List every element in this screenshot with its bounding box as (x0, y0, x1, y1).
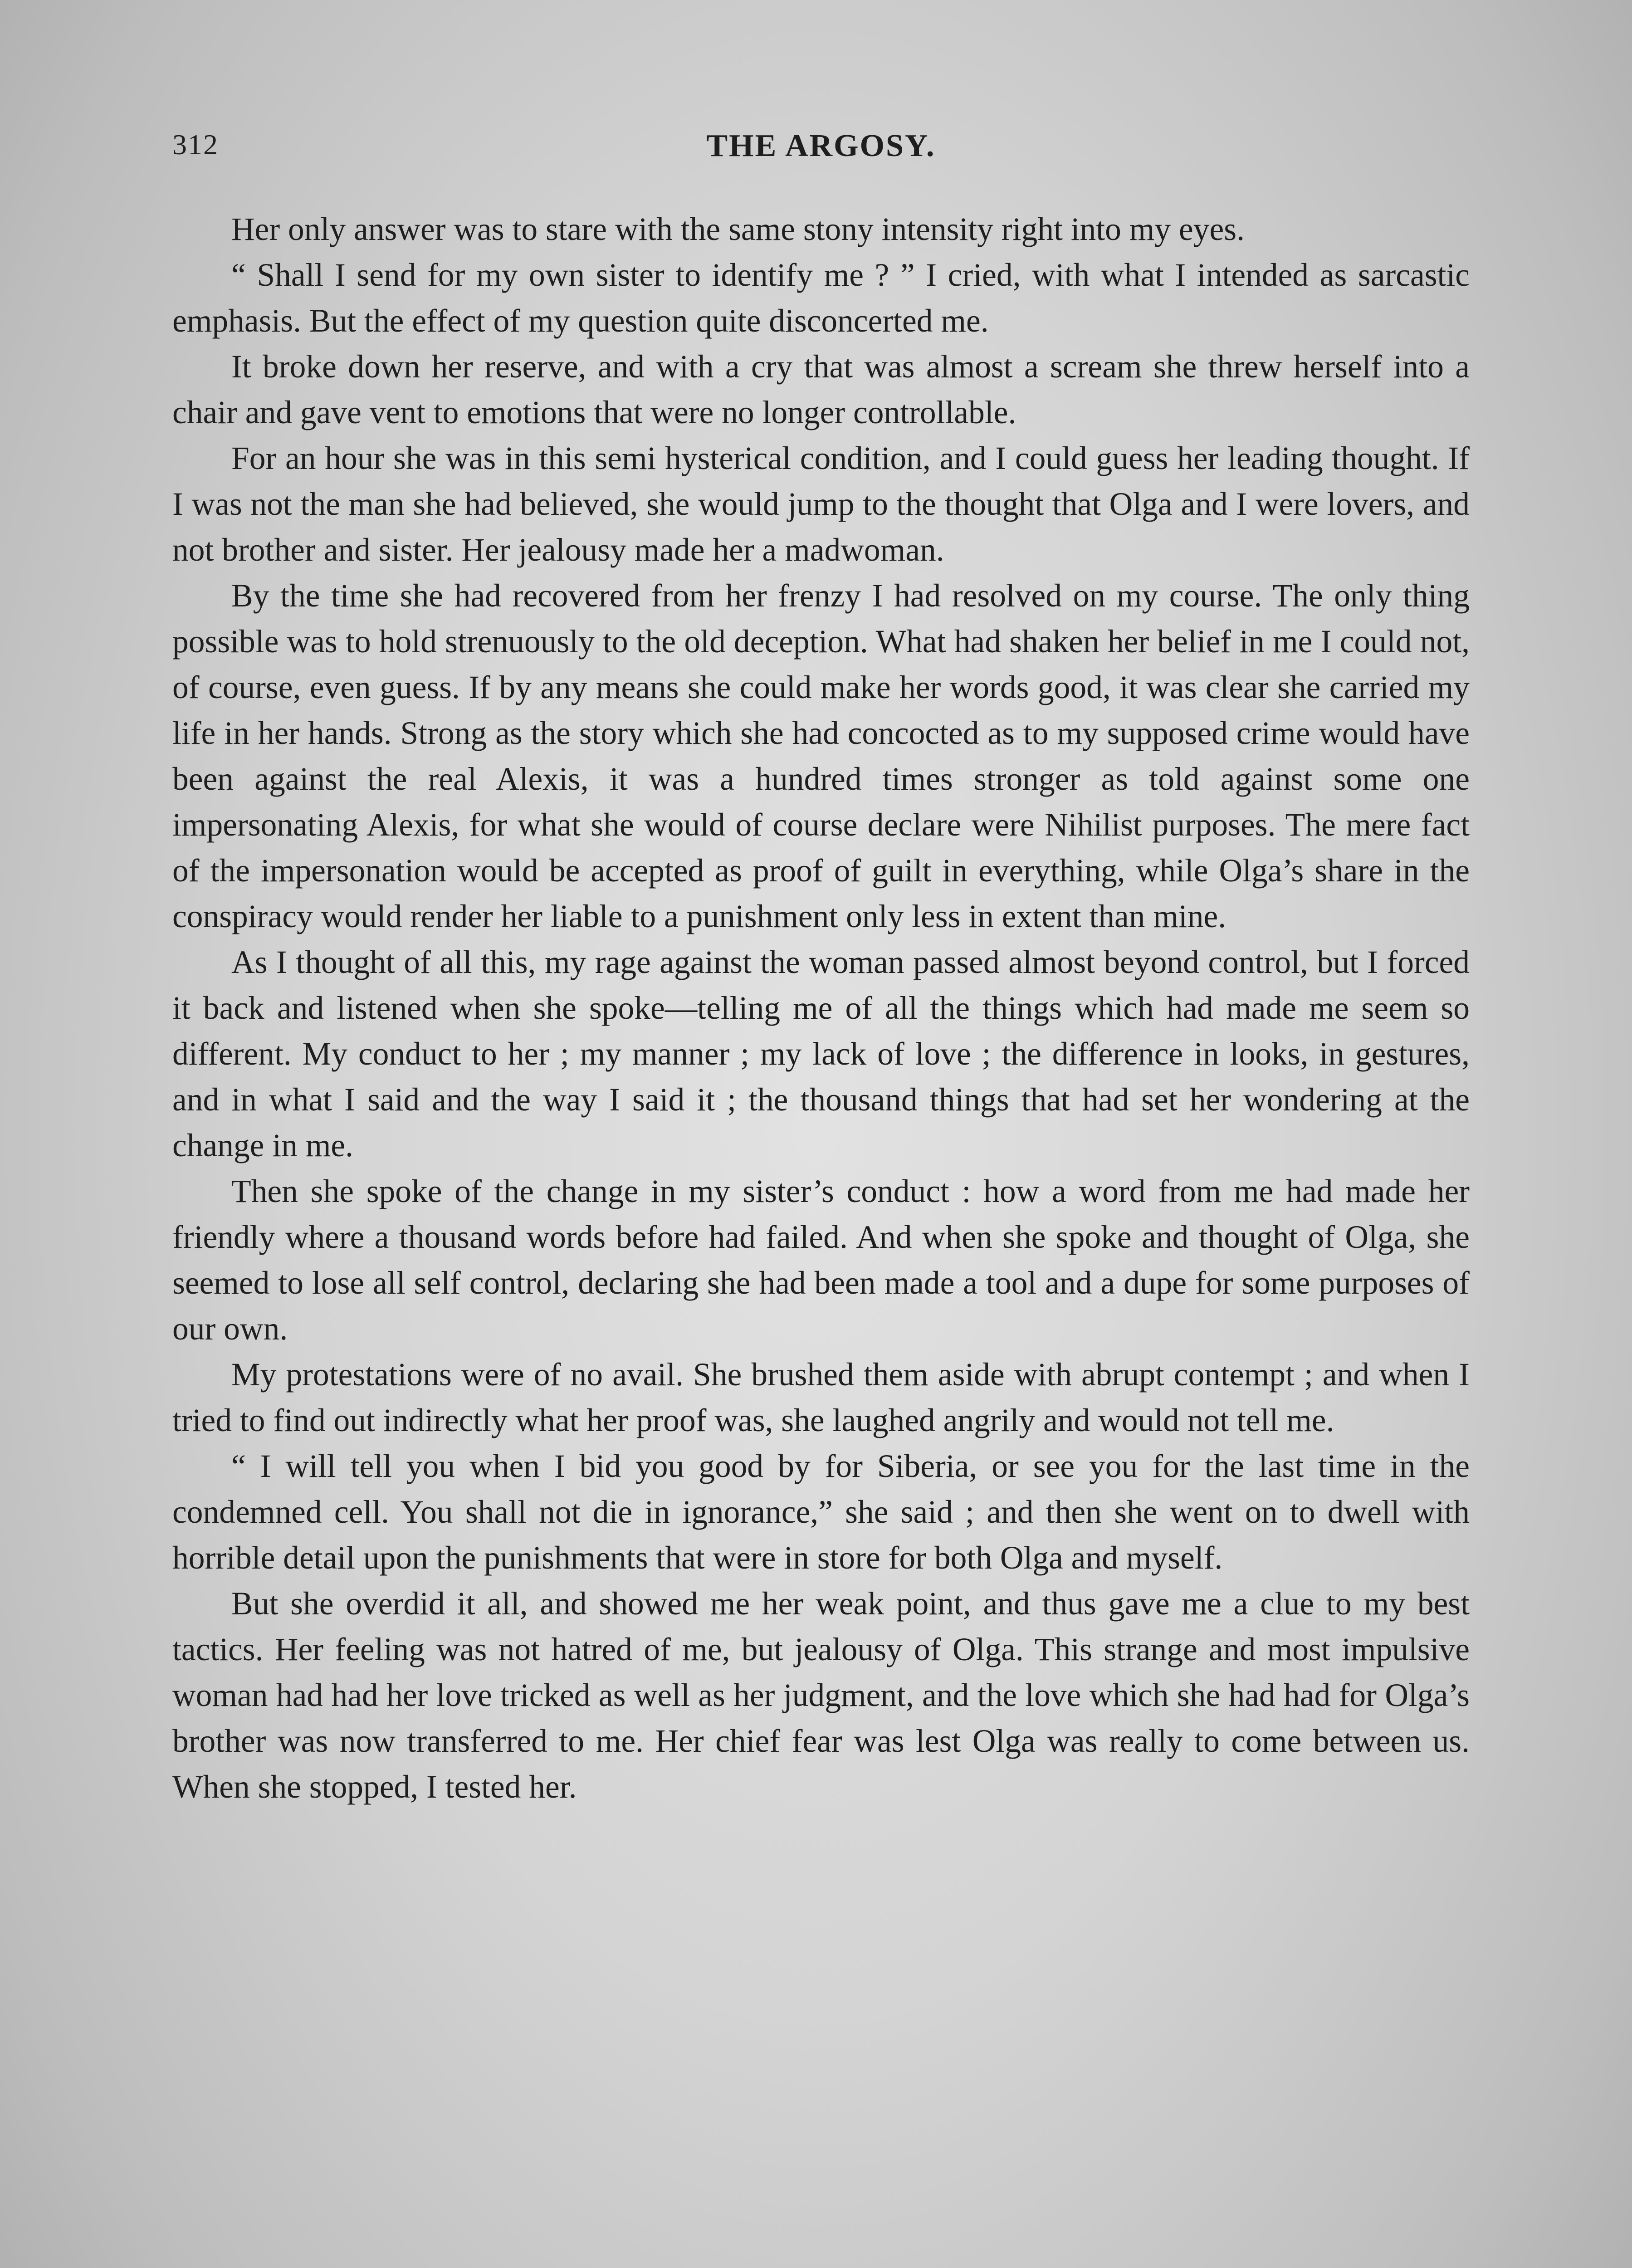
paragraph: As I thought of all this, my rage against the woman passed almost beyond control, but I forced it back and listened when she spoke—telling me of all the things which had made me seem so different. My conduct to her ; my manner ; my lack of love ; the difference in looks, in gestures, and in what I said and the way I said it ; the thousand things that had set her wondering at the change in me. (172, 944, 1470, 1163)
running-title: THE ARGOSY. (706, 128, 936, 163)
paragraph: My protestations were of no avail. She brushed them aside with abrupt contempt ; and when I tried to find out indirectly what her proof was, she laughed angrily and would not tell me. (172, 1357, 1470, 1438)
body-text (172, 206, 1470, 1810)
paragraph: It broke down her reserve, and with a cry that was almost a scream she threw herself into a chair and gave vent to emotions that were no longer controllable. (172, 349, 1470, 430)
paragraph: By the time she had recovered from her frenzy I had resolved on my course. The only thing possible was to hold strenuously to the old deception. What had shaken her belief in me I could not, of course, even guess. If by any means she could make her words good, it was clear she carried my life in her hands. Strong as the story which she had concocted as to my supposed crime would have been against the real Alexis, it was a hundred times stronger as told against some one impersonating Alexis, for what she would of course declare were Nihilist purposes. The mere fact of the impersonation would be accepted as proof of guilt in everything, while Olga’s share in the conspiracy would render her liable to a punishment only less in extent than mine. (172, 578, 1470, 934)
page-header (172, 128, 1470, 182)
page-number: 312 (172, 128, 219, 161)
paragraph: Then she spoke of the change in my sister’s conduct : how a word from me had made her friendly where a thousand words before had failed. And when she spoke and thought of Olga, she seemed to lose all self control, declaring she had been made a tool and a dupe for some purposes of our own. (172, 1173, 1470, 1347)
paragraph: But she overdid it all, and showed me her weak point, and thus gave me a clue to my best tactics. Her feeling was not hatred of me, but jealousy of Olga. This strange and most impulsive woman had had her love tricked as well as her judgment, and the love which she had had for Olga’s brother was now transferred to me. Her chief fear was lest Olga was really to come between us. When she stopped, I tested her. (172, 1586, 1470, 1805)
paragraph: “ I will tell you when I bid you good by for Siberia, or see you for the last time in the condemned cell. You shall not die in ignorance,” she said ; and then she went on to dwell with horrible detail upon the punishments that were in store for both Olga and myself. (172, 1448, 1470, 1576)
paragraph: “ Shall I send for my own sister to identify me ? ” I cried, with what I intended as sarcastic emphasis. But the effect of my question quite disconcerted me. (172, 257, 1470, 339)
paragraph: For an hour she was in this semi hysterical condition, and I could guess her leading thought. If I was not the man she had believed, she would jump to the thought that Olga and I were lovers, and not brother and sister. Her jealousy made her a madwoman. (172, 440, 1470, 568)
paragraph: Her only answer was to stare with the same stony intensity right into my eyes. (231, 211, 1245, 247)
